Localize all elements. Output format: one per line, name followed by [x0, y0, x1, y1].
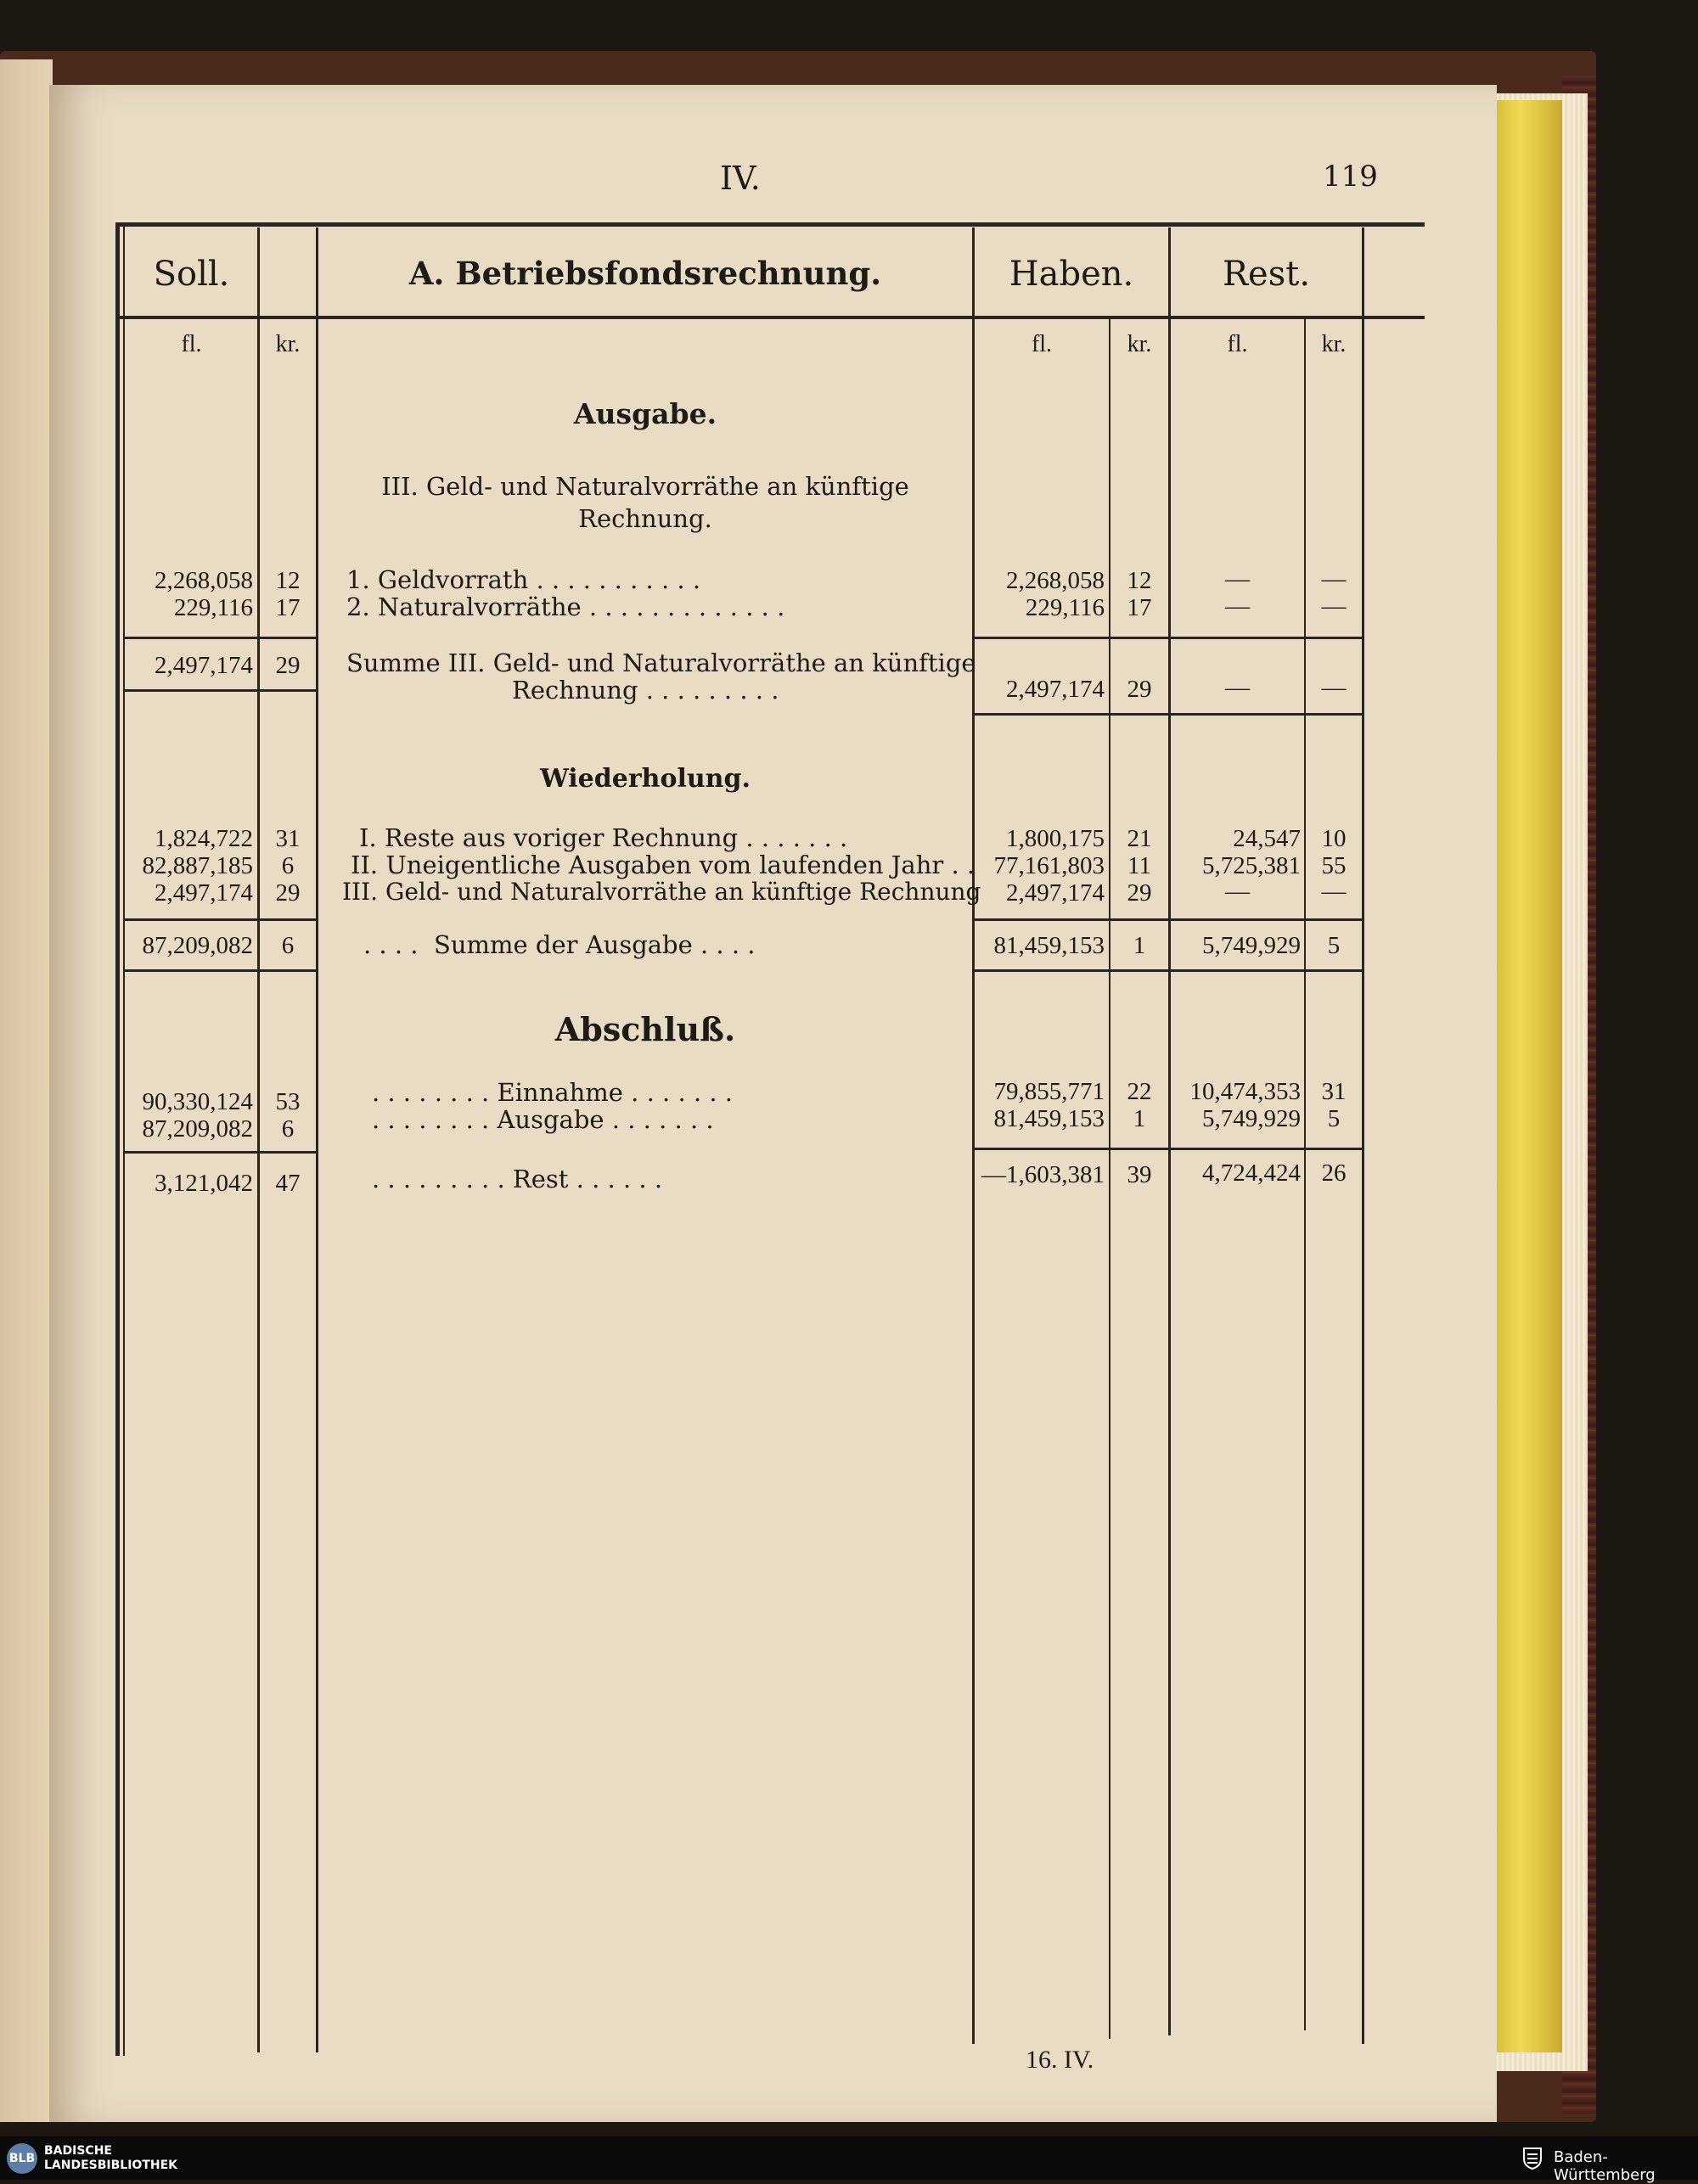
soll-header: Soll. — [153, 255, 230, 294]
rest-fl-cell: — — [1225, 878, 1250, 905]
soll-fl-cell: 87,209,082 — [142, 1115, 253, 1143]
rest-fl-cell: 4,724,424 — [1202, 1159, 1301, 1187]
row-label: . . . . . . . . Ausgabe . . . . . . . — [372, 1105, 714, 1134]
soll-kr-cell: 6 — [281, 852, 295, 879]
haben-kr-cell: 29 — [1127, 879, 1152, 907]
rest-header: Rest. — [1222, 255, 1311, 294]
soll-fl-cell: 2,497,174 — [155, 879, 253, 907]
rest-fl-cell: 5,749,929 — [1202, 1105, 1301, 1132]
haben-kr-cell: 1 — [1133, 1105, 1146, 1132]
soll-kr-cell: 29 — [275, 652, 301, 679]
rest-kr-cell: — — [1321, 674, 1347, 701]
facing-page-edge — [0, 59, 53, 2122]
wiederholung-heading: Wiederholung. — [540, 764, 751, 794]
rest-kr-cell: — — [1321, 565, 1347, 592]
haben-kr-cell: 22 — [1127, 1078, 1152, 1105]
page-number: 119 — [1323, 160, 1378, 194]
table-top-rule — [115, 222, 1425, 227]
rest-kr-cell: — — [1321, 878, 1347, 905]
haben-fl-cell: 81,459,153 — [993, 932, 1105, 959]
left-border-outer — [115, 222, 120, 2056]
row-label: 2. Naturalvorräthe . . . . . . . . . . . . . — [346, 592, 785, 621]
left-border-inner — [123, 222, 125, 2056]
sum-rule-haben — [975, 637, 1362, 639]
haben-fl-cell: 2,497,174 — [1006, 676, 1105, 703]
library-name-line1: BADISCHE — [44, 2144, 112, 2158]
table-title: A. Betriebsfondsrechnung. — [408, 255, 882, 292]
soll-kr-cell: 53 — [275, 1088, 301, 1115]
soll-kr-cell: 31 — [275, 825, 301, 852]
rest-fl-cell: — — [1225, 674, 1250, 701]
haben-header: Haben. — [1009, 255, 1134, 294]
col-rule-text-right — [972, 227, 975, 2044]
rest-fl-cell: 5,749,929 — [1202, 932, 1301, 959]
rest-fl-cell: — — [1225, 565, 1250, 592]
row-label: . . . . . . . . Einnahme . . . . . . . — [372, 1078, 733, 1107]
rest-kr-cell: 5 — [1327, 1105, 1341, 1132]
rest-fl-cell: 24,547 — [1233, 825, 1301, 852]
rest-kr-cell: — — [1321, 592, 1347, 620]
library-name — [44, 2144, 177, 2173]
haben-kr-cell: 11 — [1127, 852, 1151, 879]
haben-fl-cell: —1,603,381 — [981, 1161, 1105, 1188]
row-label: 1. Geldvorrath . . . . . . . . . . . — [346, 565, 701, 594]
library-logo-icon: BLB — [7, 2143, 37, 2174]
section-rule-soll — [125, 689, 317, 692]
section-numeral: IV. — [720, 160, 761, 197]
haben-fl-cell: 229,116 — [1025, 594, 1105, 621]
soll-fl-cell: 82,887,185 — [142, 852, 253, 879]
haben-fl-cell: 79,855,771 — [993, 1078, 1105, 1105]
haben-fl-subheader: fl. — [1031, 331, 1053, 357]
table-header-rule — [119, 316, 1425, 319]
haben-fl-cell: 2,268,058 — [1006, 567, 1105, 594]
library-name-line2: LANDESBIBLIOTHEK — [44, 2159, 178, 2172]
col-rule-text-left — [316, 227, 318, 2052]
soll-kr-cell: 6 — [281, 932, 295, 959]
row-label: III. Geld- und Naturalvorräthe an künftige Rechnung — [342, 878, 981, 906]
rest-kr-subheader: kr. — [1321, 331, 1347, 357]
soll-kr-cell: 12 — [275, 567, 301, 594]
sum-label-line2: Rechnung . . . . . . . . . — [512, 676, 779, 705]
rest-fl-cell: 5,725,381 — [1202, 852, 1301, 879]
haben-kr-cell: 17 — [1127, 594, 1152, 621]
sum-rule-soll — [125, 637, 317, 639]
soll-kr-cell: 17 — [275, 594, 301, 621]
soll-fl-cell: 1,824,722 — [155, 825, 253, 852]
soll-fl-cell: 90,330,124 — [142, 1088, 253, 1115]
right-border — [1362, 227, 1364, 2044]
rest-rule-haben — [975, 1148, 1362, 1150]
ledger-page — [49, 85, 1497, 2122]
rest-fl-cell: 10,474,353 — [1189, 1078, 1301, 1105]
section-rule-haben — [975, 969, 1362, 972]
section-rule-soll — [125, 969, 317, 972]
ausgabe-heading: Ausgabe. — [573, 397, 717, 430]
rest-kr-cell: 26 — [1321, 1159, 1347, 1187]
ausgabe-subheading-line2: Rechnung. — [578, 504, 712, 533]
rest-fl-subheader: fl. — [1227, 331, 1248, 357]
haben-kr-cell: 39 — [1127, 1161, 1152, 1188]
ausgabe-subheading-line1: III. Geld- und Naturalvorräthe an künftige — [381, 472, 909, 501]
haben-fl-cell: 1,800,175 — [1006, 825, 1105, 852]
sum-rule-haben — [975, 918, 1362, 921]
haben-kr-cell: 12 — [1127, 567, 1152, 594]
soll-fl-cell: 2,268,058 — [155, 567, 253, 594]
rest-kr-cell: 31 — [1321, 1078, 1347, 1105]
soll-kr-cell: 47 — [275, 1170, 301, 1197]
soll-kr-cell: 29 — [275, 879, 301, 907]
haben-kr-cell: 29 — [1127, 676, 1152, 703]
haben-fl-cell: 81,459,153 — [993, 1105, 1105, 1132]
rest-kr-cell: 5 — [1327, 932, 1341, 959]
soll-kr-cell: 6 — [281, 1115, 295, 1143]
rest-kr-cell: 10 — [1321, 825, 1347, 852]
rest-kr-cell: 55 — [1321, 852, 1347, 879]
haben-fl-cell: 2,497,174 — [1006, 879, 1105, 907]
section-rule-haben — [975, 713, 1362, 716]
state-name: Baden-Württemberg — [1554, 2148, 1656, 2184]
soll-fl-subheader: fl. — [181, 331, 202, 357]
sum-label: . . . . Summe der Ausgabe . . . . — [363, 930, 756, 959]
sum-label-line1: Summe III. Geld- und Naturalvorräthe an künftige — [346, 648, 976, 677]
row-label: I. Reste aus voriger Rechnung . . . . . . . — [359, 823, 848, 852]
coat-of-arms-icon — [1520, 2145, 1545, 2170]
footer-bar — [0, 2136, 1698, 2184]
haben-kr-cell: 1 — [1133, 932, 1146, 959]
soll-fl-cell: 3,121,042 — [155, 1170, 253, 1197]
soll-fl-cell: 87,209,082 — [142, 932, 253, 959]
soll-fl-cell: 229,116 — [173, 594, 253, 621]
abschluss-heading: Abschluß. — [554, 1010, 736, 1048]
row-label: II. Uneigentliche Ausgaben vom laufenden Jahr . . — [351, 851, 976, 879]
rest-fl-cell: — — [1225, 592, 1250, 620]
haben-kr-subheader: kr. — [1127, 331, 1152, 357]
haben-fl-cell: 77,161,803 — [993, 852, 1105, 879]
gilt-edge — [1493, 100, 1562, 2052]
soll-kr-subheader: kr. — [275, 331, 301, 357]
rest-rule-soll — [125, 1151, 317, 1154]
rest-label: . . . . . . . . . Rest . . . . . . — [372, 1165, 663, 1193]
page-signature: 16. IV. — [1026, 2046, 1094, 2074]
haben-kr-cell: 21 — [1127, 825, 1152, 852]
soll-fl-cell: 2,497,174 — [155, 652, 253, 679]
sum-rule-soll — [125, 918, 317, 921]
